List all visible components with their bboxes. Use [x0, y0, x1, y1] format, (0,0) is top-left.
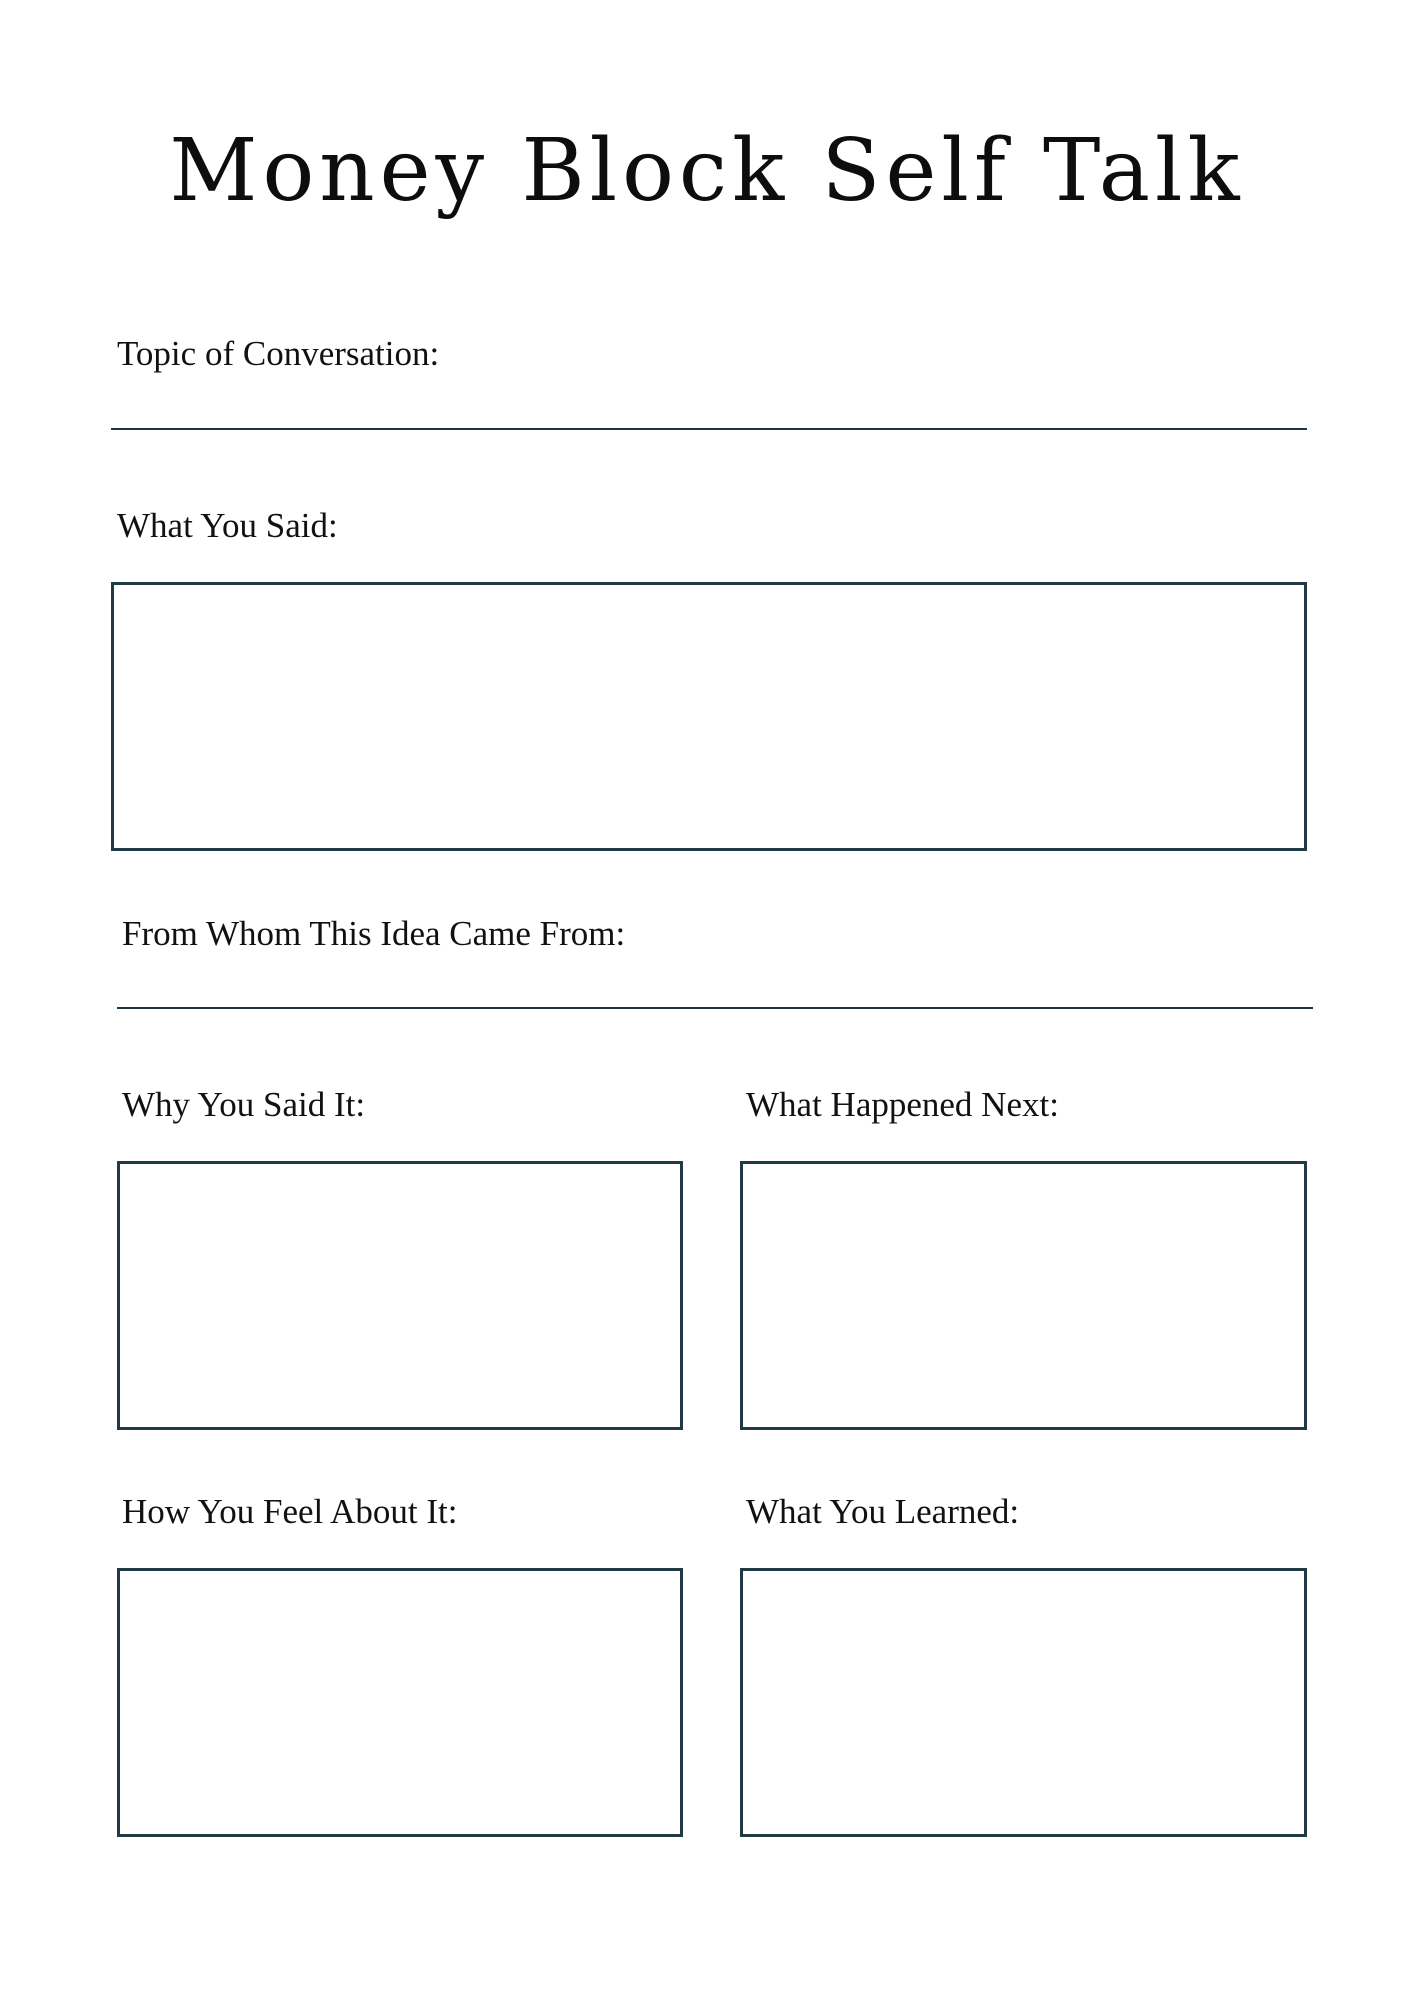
how-you-feel-label: How You Feel About It:	[122, 1492, 458, 1531]
topic-answer-line[interactable]	[111, 428, 1307, 430]
what-you-learned-label: What You Learned:	[746, 1492, 1020, 1531]
what-you-learned-box[interactable]	[740, 1568, 1307, 1837]
why-you-said-it-label: Why You Said It:	[122, 1085, 366, 1124]
why-you-said-it-box[interactable]	[117, 1161, 683, 1430]
what-you-said-label: What You Said:	[117, 506, 338, 545]
worksheet-title: Money Block Self Talk	[169, 121, 1245, 221]
from-whom-answer-line[interactable]	[117, 1007, 1313, 1009]
topic-label: Topic of Conversation:	[117, 334, 440, 373]
what-happened-next-label: What Happened Next:	[746, 1085, 1059, 1124]
what-happened-next-box[interactable]	[740, 1161, 1307, 1430]
what-you-said-box[interactable]	[111, 582, 1307, 851]
from-whom-label: From Whom This Idea Came From:	[122, 914, 626, 953]
how-you-feel-box[interactable]	[117, 1568, 683, 1837]
